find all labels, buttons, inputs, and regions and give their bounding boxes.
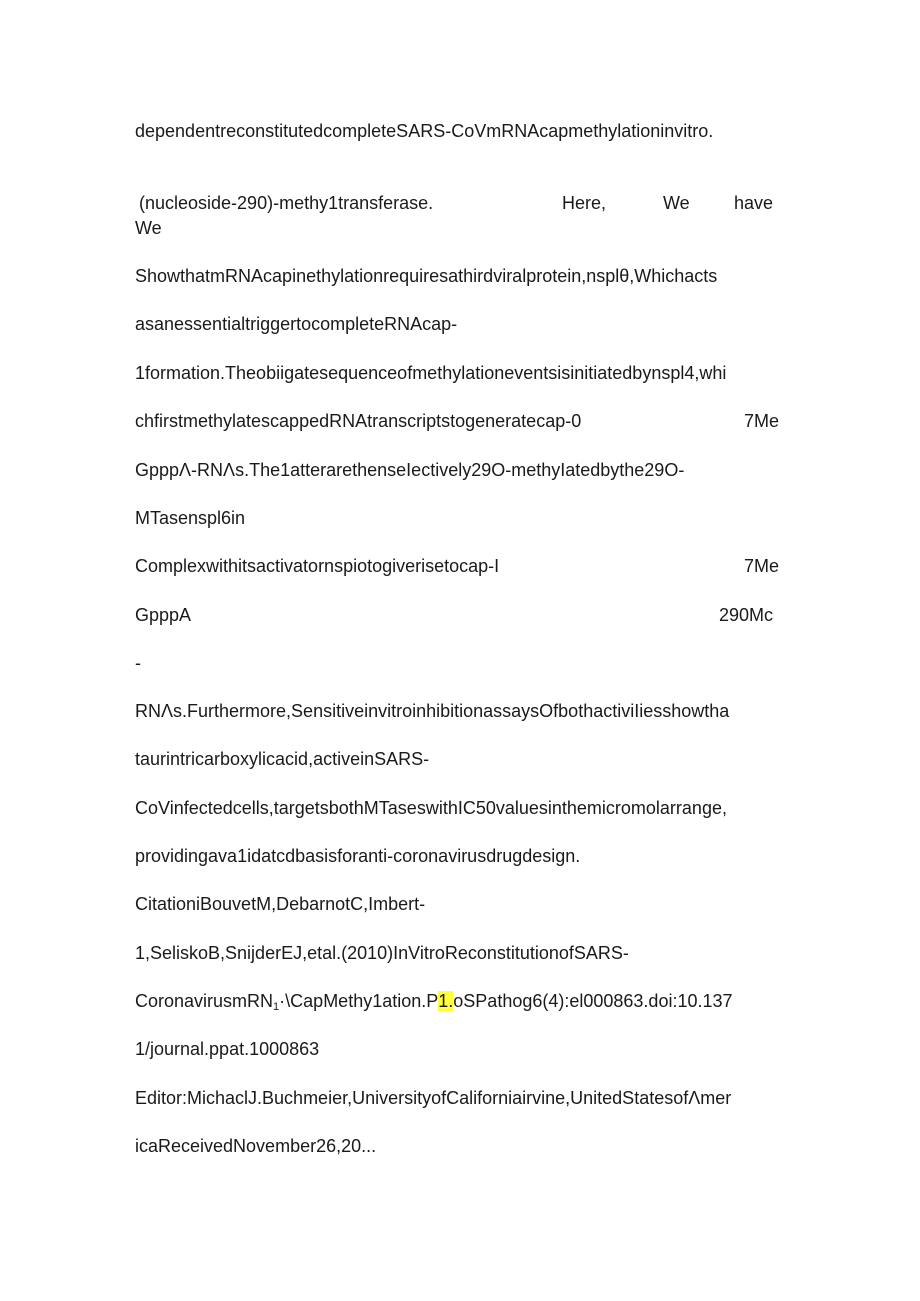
citation-middle: ·\CapMethy1ation.P	[279, 991, 439, 1011]
citation-subscript: 1	[273, 1001, 280, 1013]
text-line-9: MTasenspl6in	[135, 508, 246, 528]
text-line-21: icaReceivedNovember26,20...	[135, 1136, 377, 1156]
word-have: have	[734, 193, 774, 213]
citation-before: CoronavirusmRN	[135, 991, 274, 1011]
text-line-10: Complexwithitsactivatornspiotogiverisetocap-I	[135, 556, 500, 576]
text-line-6: 1formation.Theobiigatesequenceofmethylationeventsisinitiatedbynspl4,whi	[135, 363, 727, 383]
text-line-18: 1,SeliskoB,SnijderEJ,etal.(2010)InVitroReconstitutionofSARS-	[135, 943, 629, 963]
text-line-16: providingava1idatcdbasisforanti-coronavirusdrugdesign.	[135, 846, 581, 866]
text-line-7: chfirstmethylatescappedRNAtranscriptstogeneratecap-0	[135, 411, 582, 431]
text-line-13: RNΛs.Furthermore,SensitiveinvitroinhibitionassaysOfbothactiviIiesshowtha	[135, 701, 730, 721]
citation-line	[135, 990, 733, 1018]
text-line-19: 1/journal.ppat.1000863	[135, 1039, 320, 1059]
text-line-20: Editor:MichaclJ.Buchmeier,UniversityofCaliforniairvine,UnitedStatesofΛmer	[135, 1088, 732, 1108]
word-7me-2: 7Me	[744, 556, 780, 576]
text-line-17: CitationiBouvetM,DebarnotC,Imbert-	[135, 894, 426, 914]
text-line-14: taurintricarboxylicacid,activeinSARS-	[135, 749, 430, 769]
word-we: We	[663, 193, 690, 213]
text-line-4: ShowthatmRNAcapinethylationrequiresathirdviralprotein,nsplθ,Whichacts	[135, 266, 718, 286]
text-line-15: CoVinfectedcells,targetsbothMTaseswithIC50valuesinthemicromolarrange,	[135, 798, 727, 818]
highlighted-text: 1.	[438, 991, 454, 1011]
word-7me-1: 7Me	[744, 411, 780, 431]
text-line-12: -	[135, 653, 141, 673]
text-line-1: dependentreconstitutedcompleteSARS-CoVmRNAcapmethylationinvitro.	[135, 121, 714, 141]
text-line-2: (nucleoside-290)-methy1transferase.	[139, 193, 434, 213]
word-here: Here,	[562, 193, 607, 213]
word-290mc: 290Mc	[719, 605, 774, 625]
text-line-5: asanessentialtriggertocompleteRNAcap-	[135, 314, 458, 334]
citation-after: oSPathog6(4):el000863.doi:10.137	[453, 991, 733, 1011]
text-line-11: GpppA	[135, 605, 192, 625]
text-line-3: We	[135, 218, 162, 238]
text-line-8: GpppΛ-RNΛs.The1atterarethenseIectively29O-methyIatedbythe29O-	[135, 460, 685, 480]
